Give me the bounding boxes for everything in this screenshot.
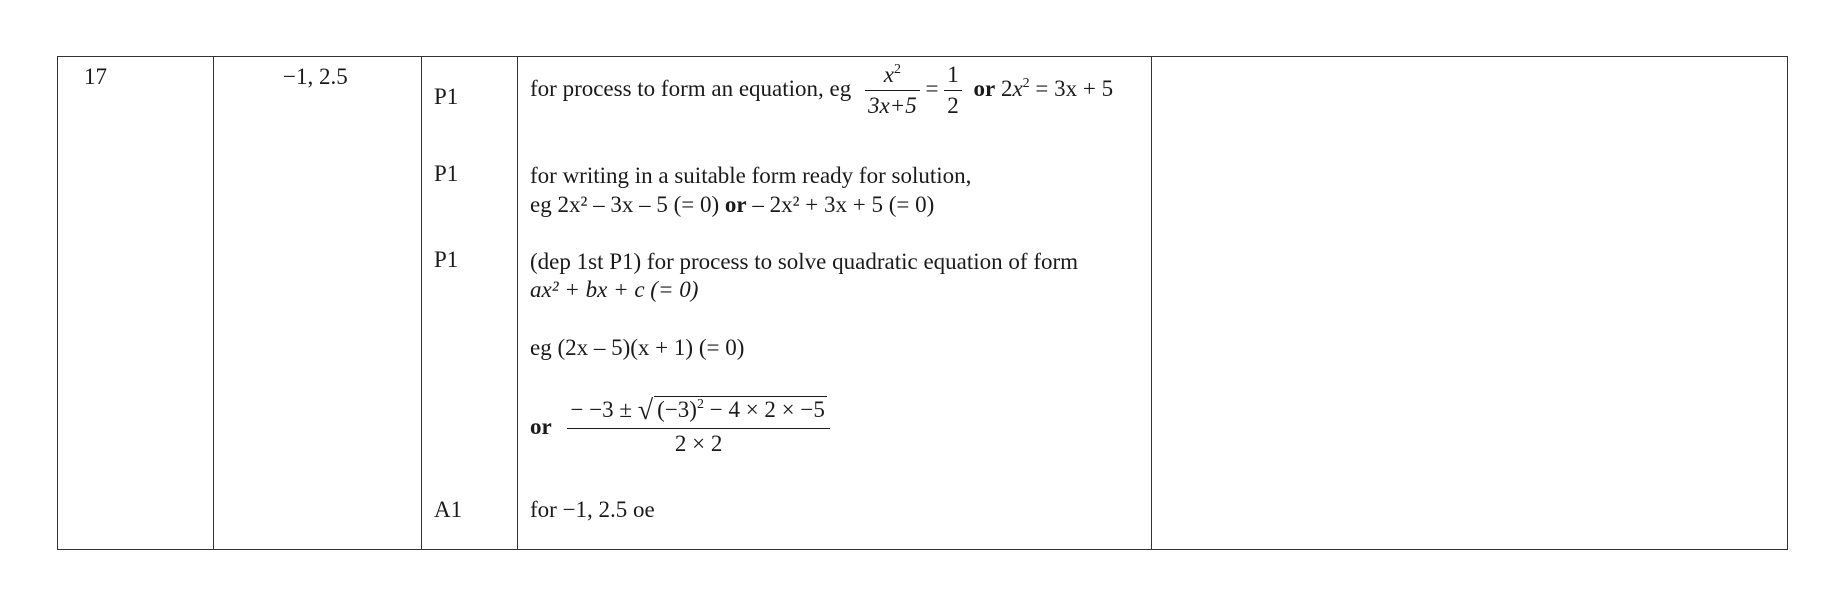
- mark3-general-form: ax² + bx + c (= 0): [530, 277, 699, 302]
- frac-denominator: 3x+5: [868, 93, 917, 119]
- answer-value: −1, 2.5: [283, 64, 348, 89]
- mark-code-3: P1: [434, 247, 459, 272]
- mark-code-4: A1: [434, 497, 463, 522]
- radicand: [654, 396, 827, 422]
- equals-sign: =: [925, 75, 939, 101]
- square-root-icon: √: [637, 395, 654, 426]
- half-denominator: 2: [947, 93, 959, 119]
- formula-denominator: 2 × 2: [674, 431, 723, 457]
- mark4-text: for −1, 2.5 oe: [530, 497, 655, 522]
- mark2-line2: [530, 193, 934, 216]
- frac-num-variable: x: [883, 62, 894, 87]
- question-number: 17: [84, 64, 107, 89]
- answer-cell: [214, 57, 422, 550]
- mark2-line1: for writing in a suitable form ready for solution,: [530, 163, 972, 188]
- alt-equation-exponent: 2: [1022, 75, 1030, 91]
- radicand-a: (−3): [657, 397, 697, 422]
- mark1-description: [530, 63, 1113, 118]
- mark1-text: for process to form an equation, eg: [530, 75, 852, 101]
- mark-code-2: P1: [434, 161, 459, 186]
- mark-code-1: P1: [434, 84, 459, 109]
- mark3-factorisation: eg (2x – 5)(x + 1) (= 0): [530, 335, 745, 360]
- mark-scheme-cell: [518, 57, 1152, 550]
- or-keyword: or: [973, 75, 996, 101]
- mark2-option-b: – 2x² + 3x + 5 (= 0): [752, 192, 935, 217]
- alt-equation-variable: x: [1012, 75, 1023, 101]
- formula-numerator: [567, 396, 829, 429]
- mark3-quadratic-formula: [530, 396, 830, 457]
- mark-scheme-row: [58, 57, 1788, 550]
- alt-equation-coefficient: 2: [1000, 75, 1013, 101]
- alt-equation-rest: = 3x + 5: [1029, 75, 1114, 101]
- frac-num-exponent: 2: [893, 62, 901, 77]
- guidance-cell: [1152, 57, 1788, 550]
- or-keyword: or: [724, 192, 747, 217]
- formula-fraction: [567, 396, 829, 457]
- mark2-option-a: eg 2x² – 3x – 5 (= 0): [530, 192, 720, 217]
- radicand-b: − 4 × 2 × −5: [703, 397, 825, 422]
- half-numerator: 1: [944, 63, 962, 91]
- equation-fraction: [865, 63, 920, 118]
- half-fraction: [944, 63, 962, 118]
- mark-cell: [422, 57, 518, 550]
- mark3-line1: (dep 1st P1) for process to solve quadratic equation of form: [530, 249, 1079, 274]
- radicand-exponent: 2: [696, 397, 704, 412]
- or-keyword: or: [530, 413, 552, 439]
- formula-pre: − −3 ±: [570, 397, 633, 422]
- mark-scheme-table: [57, 56, 1788, 550]
- question-cell: [58, 57, 214, 550]
